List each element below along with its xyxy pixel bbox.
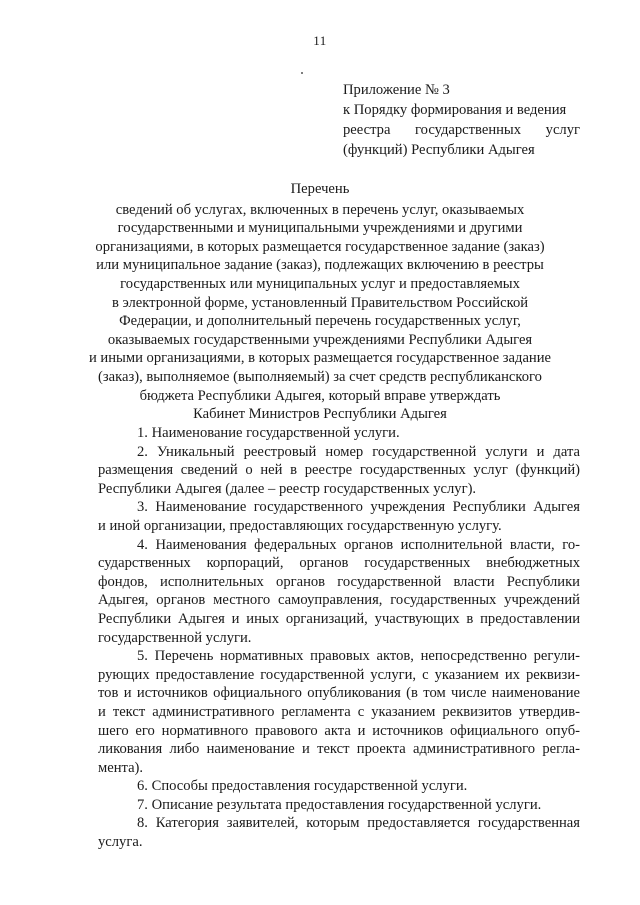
title-line: организациями, в которых размещается государственное задание (заказ)	[95, 238, 545, 255]
title-line: или муниципальное задание (заказ), подлежащих включению в реестры	[96, 257, 544, 274]
document-title	[60, 180, 580, 424]
title-line: государственных или муниципальных услуг и предоставляемых	[120, 275, 520, 292]
item-line: 8. Категория заявителей, которым предоставляется государственная	[137, 815, 580, 832]
title-line: бюджета Республики Адыгея, который вправе утверждать	[139, 387, 501, 404]
item-line: 3. Наименование государственного учреждения Республики Адыгея	[137, 499, 580, 516]
list-item-1	[98, 424, 580, 443]
list-item-4	[98, 536, 580, 648]
item-line: услуга.	[98, 834, 143, 851]
item-line: рующих предоставление государственной услуги, с указанием их реквизи-	[98, 666, 580, 683]
item-line: 6. Способы предоставления государственной услуги.	[137, 778, 468, 795]
appendix-header	[343, 80, 580, 160]
title-line: государственными и муниципальными учреждениями и другими	[117, 220, 523, 237]
title-line: сведений об услугах, включенных в перечень услуг, оказываемых	[115, 201, 525, 218]
item-line: Республики Адыгея и иных организаций, участвующих в предоставлении	[98, 610, 580, 627]
title-line: (заказ), выполняемое (выполняемый) за счет средств республиканского	[98, 368, 542, 385]
item-line: и иной организации, предоставляющих государственную услугу.	[98, 517, 502, 534]
item-line: шего его нормативного правового акта и источников официального опуб-	[98, 722, 580, 739]
list-item-6	[98, 777, 580, 796]
title-line: Кабинет Министров Республики Адыгея	[193, 406, 447, 423]
appendix-line: реестра государственных услуг	[343, 122, 580, 138]
list-item-8	[98, 814, 580, 851]
items-list	[98, 424, 580, 852]
item-line: размещения сведений о ней в реестре государственных услуг (функций)	[98, 462, 580, 479]
item-line: 1. Наименование государственной услуги.	[137, 425, 400, 441]
item-line: 4. Наименования федеральных органов исполнительной власти, го-	[137, 536, 580, 553]
appendix-line: Приложение № 3	[343, 82, 450, 98]
title-line: и иными организациями, в которых размещается государственное задание	[88, 350, 552, 367]
item-line: Адыгея, органов местного самоуправления, государственных учреждений	[98, 592, 580, 609]
item-line: фондов, исполнительных органов государственной власти Республики	[98, 573, 580, 590]
appendix-line: к Порядку формирования и ведения	[343, 102, 567, 118]
scan-speck	[301, 72, 303, 74]
title-line: в электронной форме, установленный Правительством Российской	[111, 294, 529, 311]
title-line: Федерации, и дополнительный перечень государственных услуг,	[119, 313, 521, 330]
item-line: Республики Адыгея (далее – реестр государственных услуг).	[98, 480, 477, 497]
item-line: тов и источников официального опубликования (в том числе наименование	[98, 685, 580, 702]
list-item-7	[98, 796, 580, 815]
item-line: 5. Перечень нормативных правовых актов, непосредственно регули-	[137, 648, 580, 665]
item-line: сударственных корпораций, органов государственных внебюджетных	[98, 555, 580, 572]
item-line: 2. Уникальный реестровый номер государственной услуги и дата	[137, 443, 580, 460]
list-item-3	[98, 498, 580, 535]
item-line: 7. Описание результата предоставления государственной услуги.	[137, 796, 542, 813]
item-line: мента).	[98, 759, 144, 776]
item-line: ликования либо наименование и текст проекта административного регла-	[98, 741, 580, 758]
title-heading: Перечень	[290, 181, 350, 197]
item-line: и текст административного регламента с указанием реквизитов утвердив-	[98, 703, 580, 720]
appendix-line: (функций) Республики Адыгея	[343, 142, 535, 158]
page-number: 11	[313, 33, 327, 48]
list-item-5	[98, 647, 580, 777]
item-line: государственной услуги.	[98, 629, 252, 646]
title-line: оказываемых государственными учреждениями Республики Адыгея	[107, 331, 533, 348]
list-item-2	[98, 443, 580, 499]
